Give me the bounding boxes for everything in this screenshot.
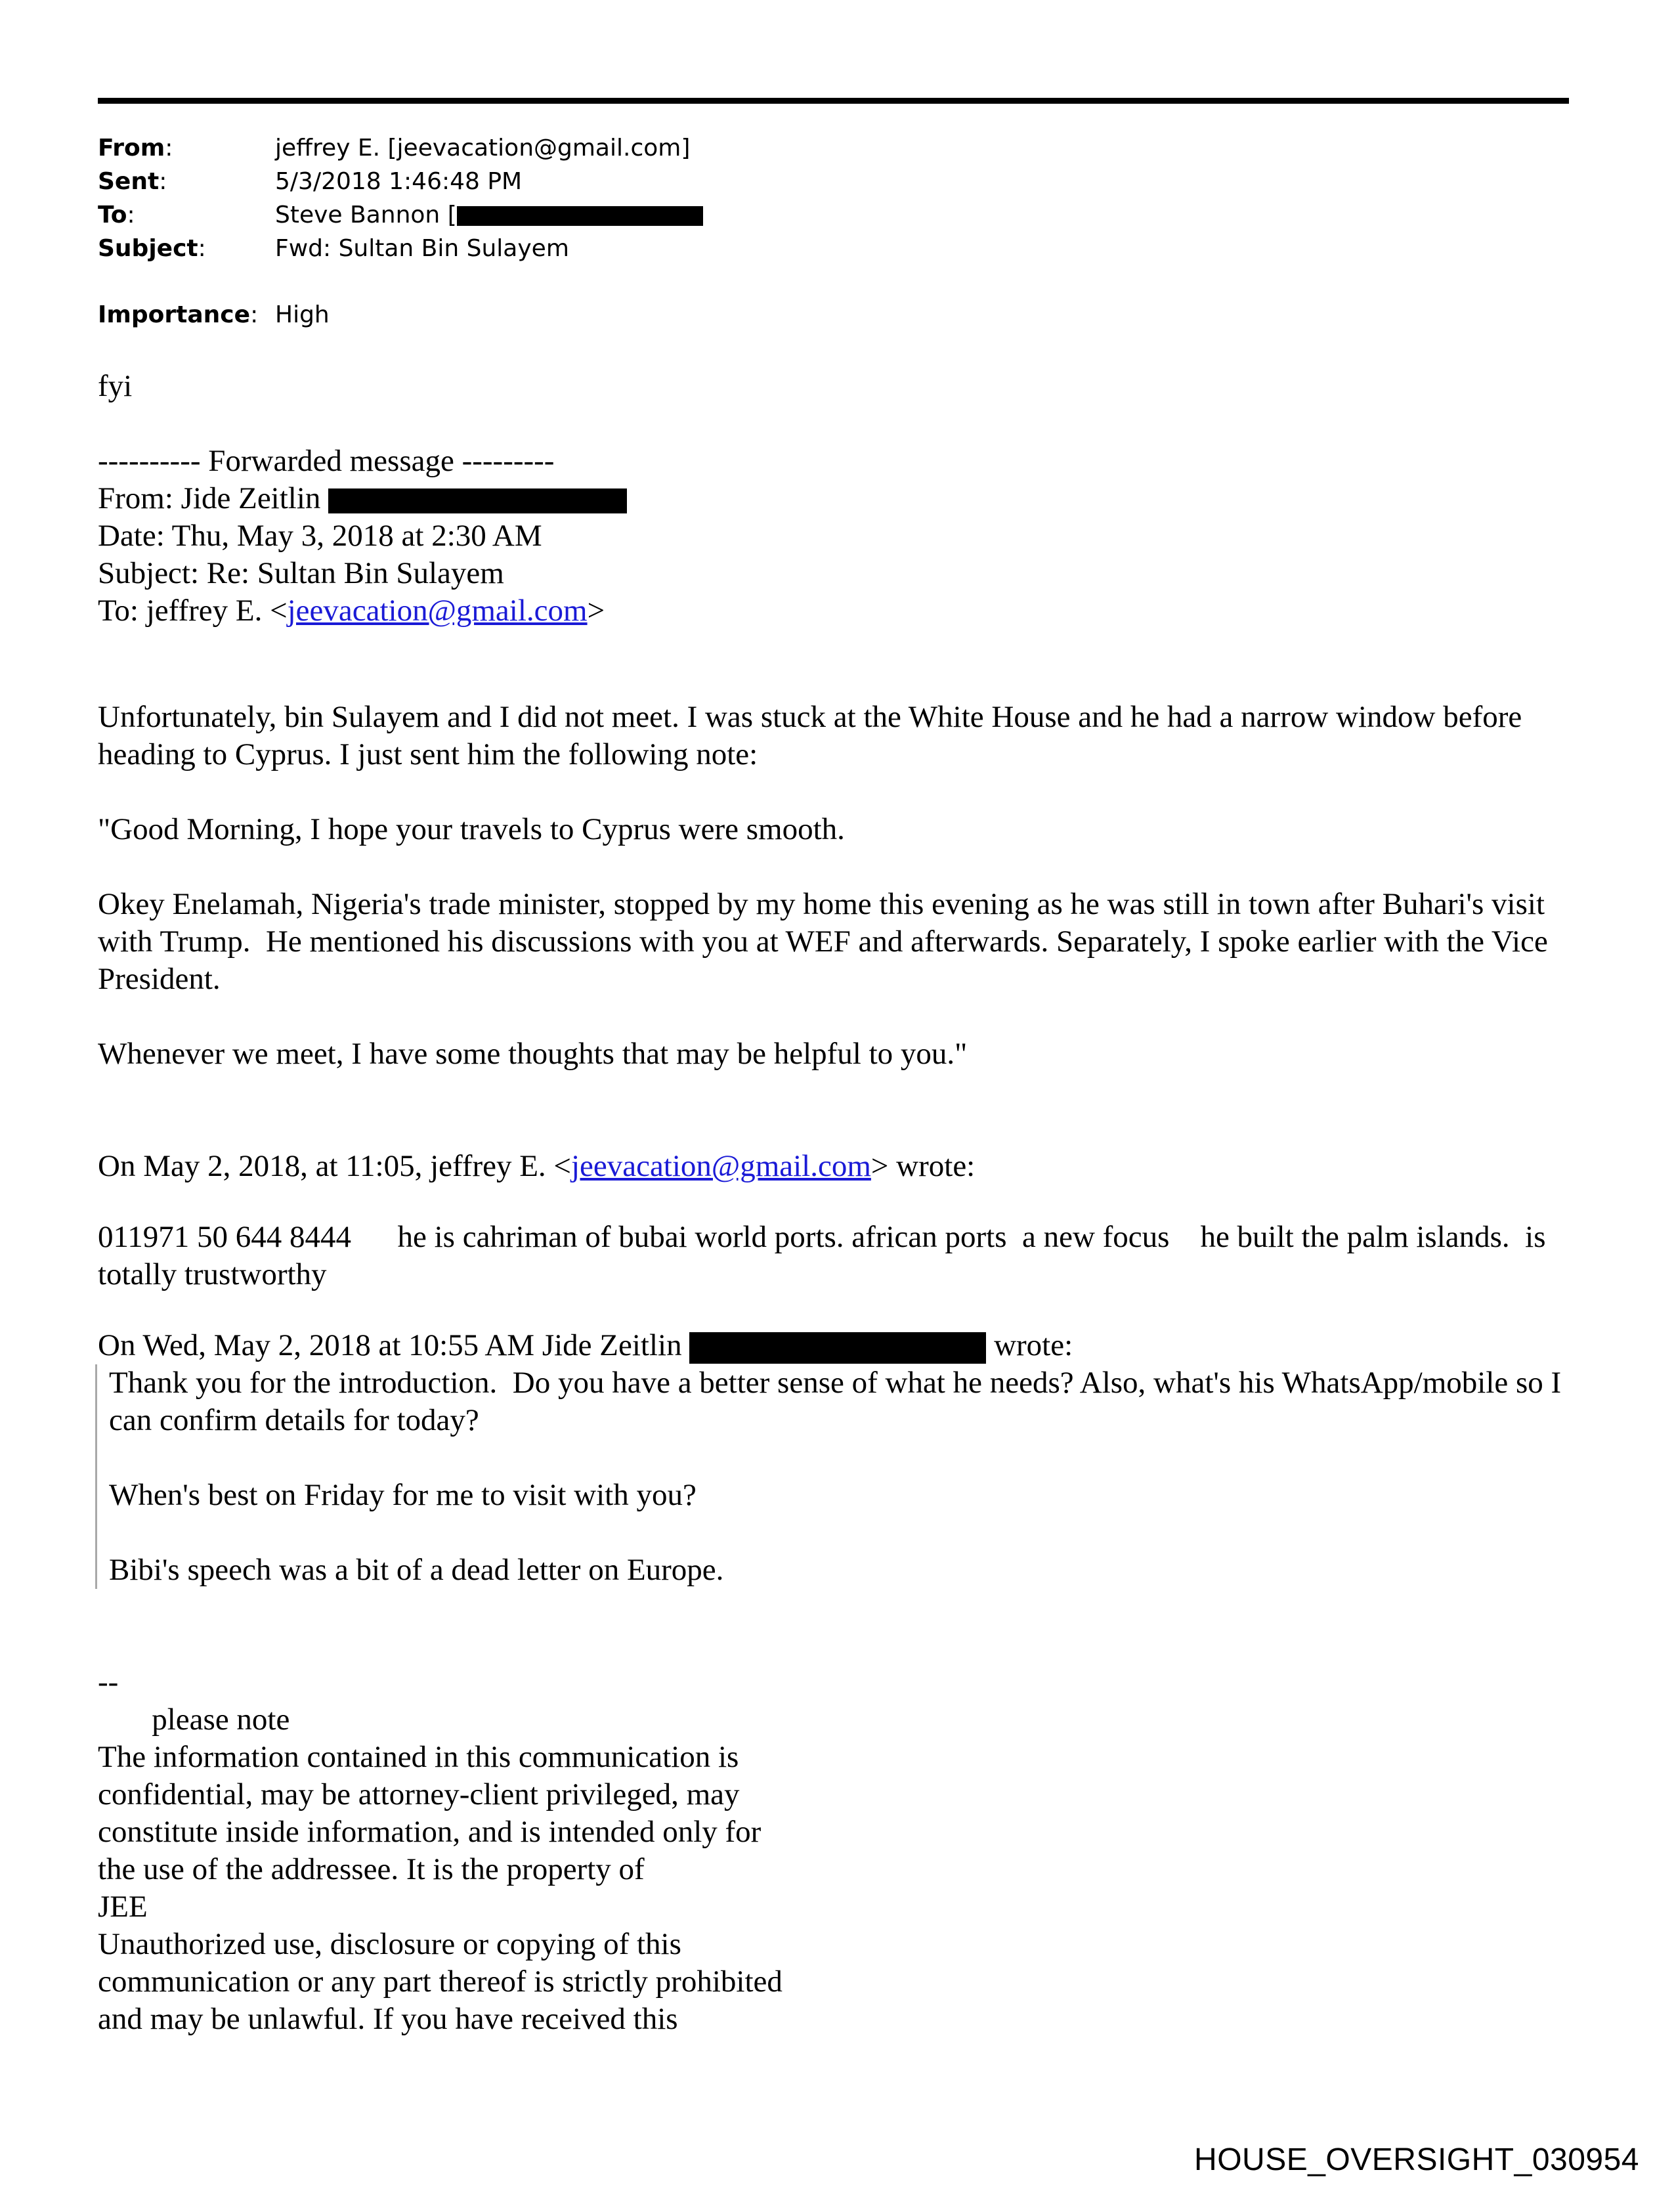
importance-value: High [275,301,330,328]
signature-note: please note [98,1702,290,1737]
to-row [98,202,1017,235]
header-rule [98,98,1569,104]
paragraph: Unfortunately, bin Sulayem and I did not meet. I was stuck at the White House and he had a narrow window before heading to Cyprus. I just sent him the following note: [98,700,1530,771]
email-link[interactable]: jeevacation@gmail.com [287,594,588,628]
from-label: From: [98,135,173,162]
subject-label: Subject: [98,235,206,262]
reply-attribution: On May 2, 2018, at 11:05, jeffrey E. <jeevacation@gmail.com> wrote: [98,1149,976,1183]
forwarded-from: From: Jide Zeitlin [98,480,1581,517]
paragraph: Okey Enelamah, Nigeria's trade minister, stopped by my home this evening as he was still in town after Buhari's visit with Trump. He mentioned his discussions with you at WEF and afterwards. Separately, I spoke earlier with the Vice President. [98,887,1556,996]
quoted-message [95,1364,1581,1589]
confidentiality-notice: The information contained in this communication is confidential, may be attorney-client privileged, may constitute inside information, and is intended only for the use of the addressee. It is the property of JEE Unauthorized use, disclosure or copying of this communication or any part thereof is strictly prohibited and may be unlawful. If you have received this [98,1740,783,2036]
quoted-paragraph: Thank you for the introduction. Do you have a better sense of what he needs? Also, what's his WhatsApp/mobile so I can confirm details for today? [109,1366,1569,1437]
importance-row [98,301,1017,335]
forwarded-divider: ---------- Forwarded message --------- [98,444,555,478]
quoted-paragraph: Bibi's speech was a bit of a dead letter on Europe. [109,1553,724,1587]
paragraph: Whenever we meet, I have some thoughts that may be helpful to you." [98,1037,968,1071]
forwarded-subject: Subject: Re: Sultan Bin Sulayem [98,556,504,590]
sent-value: 5/3/2018 1:46:48 PM [275,168,523,195]
fyi-text: fyi [98,369,133,403]
email-header [98,135,1017,335]
redaction-box [328,488,627,513]
forwarded-to: To: jeffrey E. <jeevacation@gmail.com> [98,594,605,628]
subject-value: Fwd: Sultan Bin Sulayem [275,235,569,262]
forwarded-date: Date: Thu, May 3, 2018 at 2:30 AM [98,519,542,553]
from-row [98,135,1017,168]
from-value: jeffrey E. [jeevacation@gmail.com] [275,135,691,162]
redaction-box [689,1332,986,1364]
email-link[interactable]: jeevacation@gmail.com [570,1149,871,1183]
document-id: HOUSE_OVERSIGHT_030954 [1194,2142,1639,2177]
signature-dash: -- [98,1665,119,1699]
jeffrey-message: 011971 50 644 8444 he is cahriman of bubai world ports. african ports a new focus he built the palm islands. is totally trustworthy [98,1220,1554,1291]
quoted-paragraph: When's best on Friday for me to visit with you? [109,1478,697,1512]
subject-row [98,235,1017,269]
paragraph: "Good Morning, I hope your travels to Cyprus were smooth. [98,812,845,846]
to-value: Steve Bannon [ [275,202,703,228]
sent-label: Sent: [98,168,167,195]
redaction-box [457,206,703,226]
to-label: To: [98,202,135,228]
email-body [98,368,1581,2038]
reply-attribution: On Wed, May 2, 2018 at 10:55 AM Jide Zeitlin wrote: [98,1327,1581,1364]
sent-row [98,168,1017,202]
importance-label: Importance: [98,301,259,328]
